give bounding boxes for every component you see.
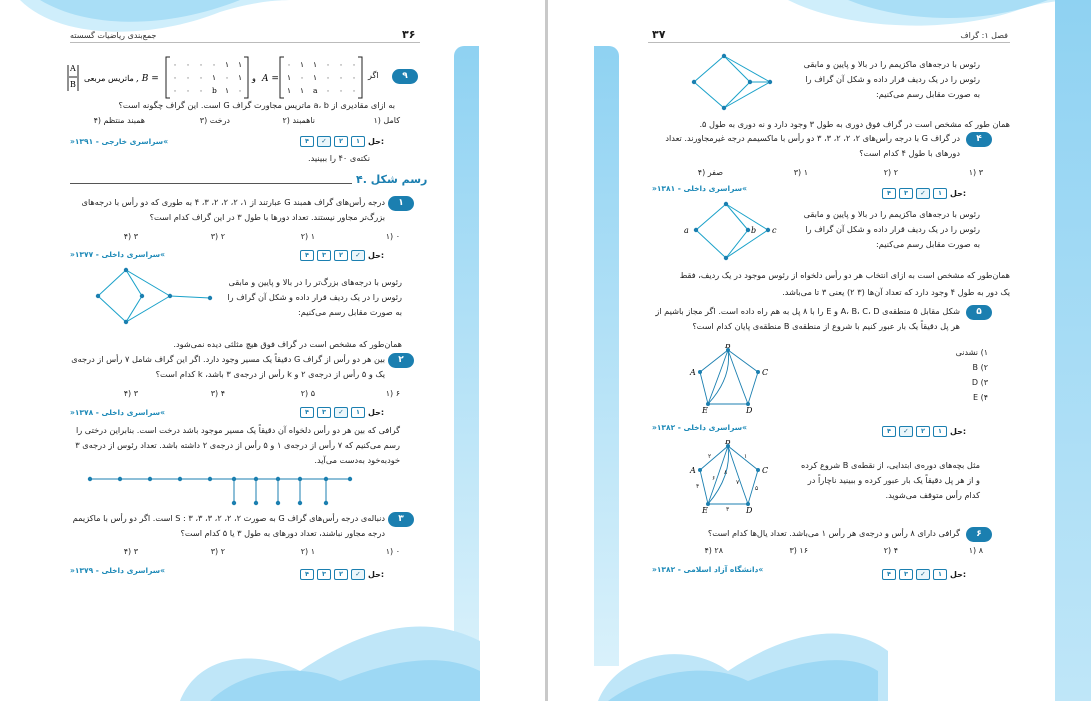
matrix-a [280, 57, 362, 98]
answer-box-3-selected[interactable]: ✓ [317, 136, 331, 147]
matrix-entry: ۰ [352, 60, 357, 69]
answer-box-3[interactable]: ۳ [899, 188, 913, 199]
question-number-badge: ۳ [388, 512, 414, 527]
section-title: ۴. رسم شکل [356, 173, 428, 186]
option-2[interactable]: ۲) ناهمبند [282, 116, 315, 125]
solution-note: نکته‌ی ۴۰ را ببینید. [308, 153, 370, 163]
matrix-entry: ۰ [326, 73, 331, 82]
matrix-entry: ۰ [339, 73, 344, 82]
matrix-entry: ۰ [300, 73, 305, 82]
left-page [0, 0, 545, 701]
q4-options [648, 168, 983, 180]
tree-node [276, 477, 280, 481]
tree-node [232, 477, 236, 481]
answer-box-4[interactable]: ۴ [300, 407, 314, 418]
solution-label: حل: [368, 570, 385, 579]
matrix-entry: ۱ [300, 86, 305, 95]
region-label-b: B [725, 344, 731, 350]
matrix-entry: ۰ [186, 86, 191, 95]
q5-options [928, 348, 988, 408]
option-3[interactable]: ۳) درخت [199, 116, 230, 125]
q1-question-text: درجه رأس‌های گراف همبند G عبارتند از ۱، ۲، ۲، ۲، ۳، ۴ به طوری که دو رأس با درجه‌های بزرگ‌تر مجاور نیستند. تعداد دورها با طول ۳ در این گراف کدام است؟ [81, 197, 385, 222]
matrix-entry: ۱ [300, 60, 305, 69]
option-4[interactable]: ۴) E [972, 393, 988, 402]
option-2[interactable]: ۲) ۵ [300, 389, 315, 398]
option-2[interactable]: ۲) ۲ [883, 168, 898, 177]
answer-box-4[interactable]: ۴ [882, 426, 896, 437]
page-number: ۳۶ [402, 28, 416, 41]
edge-number-1: ۱ [744, 453, 748, 460]
answer-box-3[interactable]: ۳ [317, 569, 331, 580]
page-number: ۳۷ [652, 28, 666, 41]
q3-question-text: دنباله‌ی درجه رأس‌های گراف G به صورت ۲، ۲، ۲، ۳، ۳، ۳ : S است. اگر دو رأس با ماکزیمم درجه مجاور نباشند، تعداد دورهای به طول ۳ یا ۵ کدام است؟ [72, 513, 385, 538]
vertex-label-a: a [684, 226, 689, 235]
tree-node [298, 477, 302, 481]
tree-leaf-node [276, 501, 280, 505]
option-3[interactable]: ۳) ۱ [793, 168, 808, 177]
answer-box-3[interactable]: ۳ [317, 407, 331, 418]
answer-box-2-selected[interactable]: ✓ [916, 188, 930, 199]
solution-row [882, 569, 966, 580]
solution-label: حل: [368, 408, 385, 417]
source-label: »سراسری داخلی - ۱۳۷۹« [70, 566, 165, 575]
matrix-entry: ۰ [186, 73, 191, 82]
matrix-entry: ۱ [287, 73, 292, 82]
top-wave-decoration [548, 0, 1091, 40]
running-title: فصل ۱: گراف [960, 31, 1008, 40]
q9-if-word: اگر [368, 70, 379, 80]
left-side-band [594, 46, 619, 666]
option-2[interactable]: ۲) ۱ [300, 232, 315, 241]
matrix-entry: b [212, 86, 217, 95]
tree-node [118, 477, 122, 481]
option-1[interactable]: ۱) ۸ [968, 546, 983, 555]
option-1[interactable]: ۱) ۶ [385, 389, 400, 398]
answer-box-1[interactable]: ۱ [351, 136, 365, 147]
answer-box-1-selected[interactable]: ✓ [351, 250, 365, 261]
source-label: »سراسری داخلی - ۱۳۷۷« [70, 250, 165, 259]
q9-matrix-formula [66, 55, 366, 101]
matrix-entry: ۰ [199, 73, 204, 82]
answer-box-2[interactable]: ۲ [334, 569, 348, 580]
solution-label: حل: [950, 570, 967, 579]
option-1[interactable]: ۱) نشدنی [955, 348, 988, 357]
q2-tree-diagram [86, 471, 356, 511]
tree-node [148, 477, 152, 481]
edge-number-2: ۲ [708, 453, 712, 460]
option-4[interactable]: ۴) صفر [697, 168, 723, 177]
q1-explanation: رئوس با درجه‌های بزرگ‌تر را در بالا و پایین و مابقی رئوس را در یک ردیف قرار داده و شکل آن گراف را به صورت مقابل رسم می‌کنیم: [227, 277, 402, 317]
answer-box-4[interactable]: ۴ [300, 136, 314, 147]
edge-number-3: ۳ [726, 506, 730, 513]
source-label: »سراسری داخلی - ۱۳۷۸« [70, 408, 165, 417]
source-label: »سراسری داخلی - ۱۳۸۱« [652, 184, 747, 193]
answer-box-3[interactable]: ۳ [317, 250, 331, 261]
matrix-bracket [280, 57, 284, 98]
matrix-entry: ۰ [287, 60, 292, 69]
region-label-a: A [690, 466, 696, 475]
option-3[interactable]: ۳) ۴ [210, 389, 225, 398]
tree-leaf-node [298, 501, 302, 505]
q9-question-text: به ازای مقادیری از a، b ماتریس مجاورت گراف G است. این گراف چگونه است؟ [118, 100, 395, 110]
question-number-badge: ۶ [966, 527, 992, 542]
option-3[interactable]: ۳) D [971, 378, 988, 387]
answer-box-2-selected[interactable]: ✓ [334, 407, 348, 418]
matrix-entry: ۱ [313, 73, 318, 82]
answer-box-1-selected[interactable]: ✓ [351, 569, 365, 580]
answer-box-1[interactable]: ۱ [933, 426, 947, 437]
matrix-entry: a [313, 86, 318, 95]
answer-box-3-selected[interactable]: ✓ [899, 426, 913, 437]
matrix-entry: ۰ [225, 73, 230, 82]
matrix-entry: ۰ [339, 60, 344, 69]
q9-options [70, 116, 400, 128]
option-4[interactable]: ۴) ۳ [123, 232, 138, 241]
header-rule [648, 42, 1010, 43]
option-2[interactable]: ۲) B [972, 363, 988, 372]
q4-question-text: در گراف G با درجه رأس‌های ۲، ۲، ۲، ۳، ۳ دو رأس با ماکسیمم درجه غیرمجاورند. تعداد دورهای با طول ۴ کدام است؟ [665, 133, 960, 158]
answer-box-1[interactable]: ۱ [351, 407, 365, 418]
q2-options [70, 389, 400, 401]
intro-explanation: رئوس با درجه‌های ماکزیمم را در بالا و پایین و مابقی رئوس را در یک ردیف قرار داده و شکل آن گراف را به صورت مقابل رسم می‌کنیم: [803, 59, 980, 99]
option-1[interactable]: ۱) ۰ [385, 547, 400, 556]
q3-options [70, 547, 400, 559]
solution-row [300, 250, 384, 261]
matrix-entry: ۱ [212, 73, 217, 82]
q5-question-text: شکل مقابل ۵ منطقه‌ی A، B، C، D و E را با ۸ پل به هم راه داده است. اگر مجاز باشیم از هر پل دقیقاً یک بار عبور کنیم با شروع از منطقه‌ی B منطقه‌ی پایان کدام است؟ [655, 306, 960, 331]
q4-conclusion-2: یک دور به طول ۴ وجود دارد که تعداد آن‌ها (۳ ۲) یعنی ۳ تا می‌باشد. [782, 287, 1010, 297]
bottom-wave-decoration [0, 591, 545, 701]
tree-node [178, 477, 182, 481]
matrix-entry: ۰ [199, 86, 204, 95]
q4-graph-diagram [682, 200, 782, 262]
answer-box-2-selected[interactable]: ✓ [916, 569, 930, 580]
option-3[interactable]: ۳) ۲ [210, 232, 225, 241]
matrix-b [166, 57, 248, 98]
edge-number-8: ۸ [724, 469, 728, 476]
tree-node [88, 477, 92, 481]
option-1[interactable]: ۱) ۳ [968, 168, 983, 177]
tree-node [324, 477, 328, 481]
option-2[interactable]: ۲) ۴ [883, 546, 898, 555]
answer-box-2[interactable]: ۲ [334, 250, 348, 261]
matrix-entry: ۰ [326, 86, 331, 95]
answer-box-2[interactable]: ۲ [916, 426, 930, 437]
question-number-badge: ۴ [966, 132, 992, 147]
matrix-entry: ۰ [352, 86, 357, 95]
block-bottom-label: B [70, 80, 76, 89]
q5-explanation: مثل بچه‌های دوره‌ی ابتدایی، از نقطه‌ی B شروع کرده و از هر پل دقیقاً یک بار عبور کرده و ببینید ناچاراً در کدام رأس متوقف می‌شوید. [800, 460, 980, 500]
matrix-entry: ۱ [287, 86, 292, 95]
matrix-a-label: A = [262, 74, 279, 84]
q4-explanation: رئوس با درجه‌های ماکزیمم را در بالا و پایین و مابقی رئوس را در یک ردیف قرار داده و شکل آن گراف را به صورت مقابل رسم می‌کنیم: [803, 209, 980, 249]
matrix-entry: ۱ [238, 60, 243, 69]
answer-box-4[interactable]: ۴ [882, 569, 896, 580]
answer-box-1[interactable]: ۱ [933, 569, 947, 580]
matrix-bracket [358, 57, 362, 98]
answer-box-2[interactable]: ۲ [334, 136, 348, 147]
solution-row [300, 569, 384, 580]
tree-leaf-node [254, 501, 258, 505]
solution-label: حل: [368, 251, 385, 260]
tree-leaf-node [232, 501, 236, 505]
solution-row [882, 426, 966, 437]
q4-conclusion-1: همان‌طور که مشخص است به ازای انتخاب هر دو رأس دلخواه از رئوس موجود در یک ردیف، فقط [679, 270, 1010, 280]
matrix-entry: ۰ [352, 73, 357, 82]
square-matrix-text: ماتریس مربعی [84, 74, 134, 83]
matrix-bracket [244, 57, 248, 98]
answer-box-1[interactable]: ۱ [933, 188, 947, 199]
matrix-entry: ۰ [212, 60, 217, 69]
matrix-entry: ۰ [238, 86, 243, 95]
and-text: و [252, 74, 256, 83]
answer-box-3[interactable]: ۳ [899, 569, 913, 580]
q1-options [70, 232, 400, 244]
matrix-entry: ۰ [199, 60, 204, 69]
region-label-c: C [762, 368, 769, 377]
source-label: »دانشگاه آزاد اسلامی - ۱۳۸۲« [652, 565, 764, 574]
edge-number-4: ۴ [696, 483, 700, 490]
intro-conclusion: همان طور که مشخص است در گراف فوق دوری به طول ۳ وجود دارد و نه دوری به طول ۵. [699, 119, 1010, 129]
solution-row [300, 407, 384, 418]
answer-box-4[interactable]: ۴ [300, 569, 314, 580]
question-number-badge: ۵ [966, 305, 992, 320]
solution-label: حل: [950, 189, 967, 198]
source-label: »سراسری خارجی - ۱۳۹۱« [70, 137, 169, 146]
solution-label: حل: [368, 137, 385, 146]
region-label-b: B [725, 440, 731, 446]
vertex-label-b: b [751, 226, 757, 235]
header-rule [70, 42, 420, 43]
tree-leaf-node [324, 501, 328, 505]
q1-graph-diagram [90, 266, 220, 326]
right-page [548, 0, 1091, 701]
question-number-badge: ۲ [388, 353, 414, 368]
matrix-entry: ۰ [326, 60, 331, 69]
edge-number-7: ۷ [736, 479, 740, 486]
region-label-c: C [762, 466, 769, 475]
q5-bridges-graph [688, 344, 778, 414]
option-4[interactable]: ۴) ۲۸ [704, 546, 723, 555]
question-number-badge: ۱ [388, 196, 414, 211]
option-4[interactable]: ۴) همبند منتظم [93, 116, 145, 125]
tree-node [208, 477, 212, 481]
region-label-e: E [702, 506, 708, 514]
source-label: »سراسری داخلی - ۱۳۸۲« [652, 423, 747, 432]
matrix-entry: ۰ [173, 73, 178, 82]
matrix-b-label: , B = [136, 74, 159, 84]
solution-label: حل: [950, 427, 967, 436]
option-3[interactable]: ۳) ۲ [210, 547, 225, 556]
edge-number-5: ۵ [755, 485, 759, 492]
vertex-label-c: c [772, 226, 777, 235]
q1-conclusion: همان‌طور که مشخص است در گراف فوق هیچ مثلثی دیده نمی‌شود. [173, 339, 402, 349]
tree-node [254, 477, 258, 481]
matrix-entry: ۰ [339, 86, 344, 95]
bottom-wave-decoration [548, 591, 1091, 701]
matrix-entry: ۱ [225, 86, 230, 95]
region-label-d: D [746, 506, 753, 514]
matrix-entry: ۰ [186, 60, 191, 69]
solution-row [300, 136, 384, 147]
option-1[interactable]: ۱) کامل [373, 116, 400, 125]
block-top-label: A [70, 64, 76, 73]
option-3[interactable]: ۳) ۱۶ [789, 546, 808, 555]
option-2[interactable]: ۲) ۱ [300, 547, 315, 556]
solution-row [882, 188, 966, 199]
matrix-bracket [166, 57, 170, 98]
q5-solution-graph [688, 440, 778, 514]
intro-graph-diagram [688, 52, 778, 112]
running-title: جمع‌بندی ریاضیات گسسته [70, 31, 157, 40]
region-label-d: D [746, 406, 753, 414]
question-number-badge: ۹ [392, 69, 418, 84]
q2-explanation: گرافی که بین هر دو رأس دلخواه آن دقیقاً یک مسیر موجود باشد درخت است. بنابراین درختی را رسم می‌کنیم که ۷ رأس از درجه‌ی ۱ و ۵ رأس از درجه‌ی ۲ داشته باشد. تعداد رئوس از درجه‌ی ۳ خودبه‌خود به‌دست می‌آید. [75, 425, 400, 465]
matrix-entry: ۱ [238, 73, 243, 82]
region-label-a: A [690, 368, 696, 377]
edge-number-6: ۶ [712, 475, 716, 482]
option-4[interactable]: ۴) ۳ [123, 547, 138, 556]
option-1[interactable]: ۱) ۰ [385, 232, 400, 241]
q2-question-text: بین هر دو رأس از گراف G دقیقاً یک مسیر وجود دارد. اگر این گراف شامل ۷ رأس از درجه‌ی یک و ۵ رأس از درجه‌ی ۲ و k رأس از درجه‌ی ۳ باشد، k کدام است؟ [71, 354, 385, 379]
right-side-band [454, 46, 479, 666]
matrix-entry: ۰ [173, 60, 178, 69]
tree-node [348, 477, 352, 481]
matrix-entry: ۱ [225, 60, 230, 69]
section-rule [70, 183, 352, 184]
q6-options [648, 546, 983, 558]
option-4[interactable]: ۴) ۳ [123, 389, 138, 398]
answer-box-4[interactable]: ۴ [882, 188, 896, 199]
answer-box-4[interactable]: ۴ [300, 250, 314, 261]
matrix-entry: ۱ [313, 60, 318, 69]
matrix-entry: ۰ [173, 86, 178, 95]
region-label-e: E [702, 406, 708, 414]
q6-question-text: گرافی دارای ۸ رأس و درجه‌ی هر رأس ۱ می‌باشد. تعداد یال‌ها کدام است؟ [707, 528, 960, 538]
